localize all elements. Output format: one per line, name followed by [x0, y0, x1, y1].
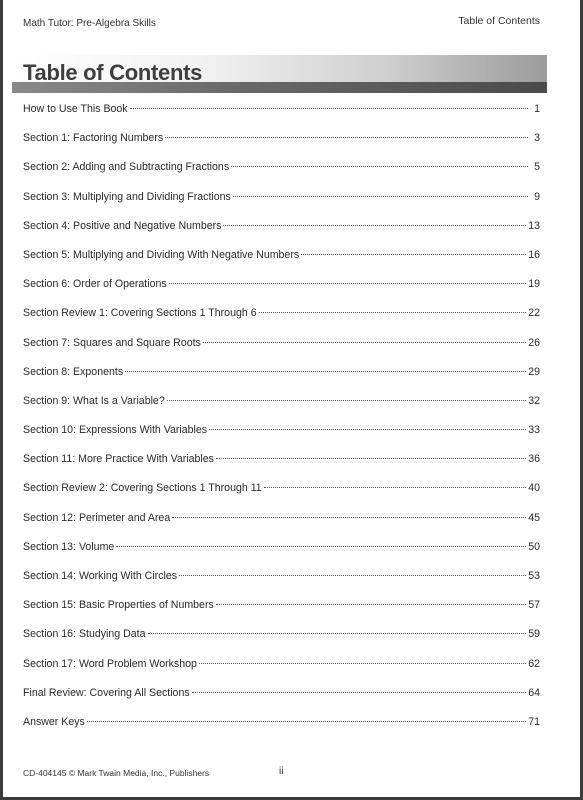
toc-entry-page-number: 57: [528, 599, 540, 612]
toc-entry[interactable]: [23, 241, 540, 270]
dot-leader: [259, 312, 527, 313]
toc-entry[interactable]: [23, 591, 540, 620]
dot-leader: [192, 692, 527, 693]
toc-entry-label: Answer Keys: [23, 715, 85, 728]
toc-entry[interactable]: [23, 212, 540, 241]
dot-leader: [165, 137, 528, 138]
page-edge-left: [0, 0, 3, 800]
dot-leader: [199, 663, 526, 664]
toc-entry[interactable]: [23, 504, 540, 533]
toc-entry-page-number: 16: [528, 248, 540, 261]
toc-entry-page-number: 29: [528, 365, 540, 378]
toc-entry-label: Section 1: Factoring Numbers: [23, 132, 164, 145]
toc-entry-page-number: 53: [528, 570, 540, 582]
toc-entry-label: Section 14: Working With Circles: [23, 570, 178, 582]
dot-leader: [172, 517, 526, 518]
toc-entry[interactable]: [23, 153, 540, 182]
toc-entry[interactable]: [23, 183, 540, 212]
page-title: Table of Contents: [23, 60, 203, 85]
toc-entry-label: Section 10: Expressions With Variables: [23, 424, 208, 437]
toc-entry-label: Section 2: Adding and Subtracting Fractions: [23, 161, 230, 174]
toc-entry-page-number: 71: [528, 715, 540, 728]
toc-entry-label: Section 17: Word Problem Workshop: [23, 657, 197, 670]
toc-entry-label: Section 4: Positive and Negative Numbers: [23, 219, 222, 232]
toc-entry[interactable]: [23, 650, 540, 679]
toc-entry-label: Section 5: Multiplying and Dividing With Negative Numbers: [23, 248, 300, 261]
toc-entry[interactable]: [23, 474, 540, 503]
toc-entry[interactable]: [23, 708, 540, 737]
dot-leader: [231, 166, 528, 167]
toc-entry-label: Section Review 2: Covering Sections 1 Through 11: [23, 482, 262, 495]
dot-leader: [301, 254, 526, 255]
toc-entry[interactable]: [23, 533, 540, 562]
toc-entry[interactable]: [23, 416, 540, 445]
dot-leader: [125, 371, 526, 372]
dot-leader: [148, 633, 527, 634]
toc-entry-page-number: 40: [528, 482, 540, 495]
toc-entry-label: Section 3: Multiplying and Dividing Fractions: [23, 190, 231, 203]
toc-entry[interactable]: [23, 445, 540, 474]
toc-entry-page-number: 19: [528, 278, 540, 291]
table-of-contents: [23, 95, 540, 737]
dot-leader: [264, 487, 527, 488]
toc-entry-page-number: 5: [534, 161, 540, 174]
toc-entry-page-number: 50: [528, 540, 540, 553]
dot-leader: [209, 429, 526, 430]
toc-entry-label: Section 12: Perimeter and Area: [23, 511, 171, 524]
toc-entry[interactable]: [23, 95, 540, 124]
dot-leader: [203, 342, 526, 343]
dot-leader: [167, 400, 526, 401]
toc-entry-label: Section 16: Studying Data: [23, 628, 146, 641]
toc-entry-page-number: 45: [528, 511, 540, 524]
toc-entry-label: Section 13: Volume: [23, 540, 115, 553]
toc-entry[interactable]: [23, 299, 540, 328]
toc-entry-label: Section Review 1: Covering Sections 1 Through 6: [23, 307, 257, 320]
toc-entry-label: Section 15: Basic Properties of Numbers: [23, 599, 214, 612]
toc-entry[interactable]: [23, 562, 540, 591]
toc-entry-page-number: 3: [534, 132, 540, 145]
toc-entry-page-number: 36: [528, 453, 540, 466]
toc-entry[interactable]: [23, 358, 540, 387]
toc-entry[interactable]: [23, 329, 540, 358]
dot-leader: [233, 196, 528, 197]
toc-entry-page-number: 9: [534, 190, 540, 203]
toc-entry[interactable]: [23, 270, 540, 299]
dot-leader: [216, 458, 526, 459]
running-head-right: Table of Contents: [458, 15, 540, 27]
toc-entry[interactable]: [23, 387, 540, 416]
toc-entry-page-number: 13: [528, 219, 540, 232]
footer-page-number: ii: [279, 766, 284, 777]
dot-leader: [87, 721, 526, 722]
toc-entry-page-number: 32: [528, 394, 540, 407]
dot-leader: [216, 604, 526, 605]
dot-leader: [179, 575, 526, 576]
toc-entry-page-number: 1: [534, 103, 540, 115]
toc-entry[interactable]: [23, 620, 540, 649]
toc-entry-label: Final Review: Covering All Sections: [23, 686, 190, 699]
toc-entry-page-number: 22: [528, 307, 540, 320]
toc-entry[interactable]: [23, 124, 540, 153]
toc-entry[interactable]: [23, 679, 540, 708]
toc-entry-page-number: 26: [528, 336, 540, 349]
toc-entry-page-number: 64: [528, 686, 540, 699]
dot-leader: [223, 225, 526, 226]
toc-entry-page-number: 33: [528, 424, 540, 437]
dot-leader: [116, 546, 526, 547]
toc-entry-label: Section 9: What Is a Variable?: [23, 394, 165, 407]
footer-publisher: CD-404145 © Mark Twain Media, Inc., Publishers: [23, 768, 210, 778]
toc-entry-label: Section 6: Order of Operations: [23, 278, 167, 291]
dot-leader: [130, 108, 528, 109]
toc-entry-label: Section 7: Squares and Square Roots: [23, 336, 201, 349]
dot-leader: [169, 283, 527, 284]
toc-entry-label: Section 8: Exponents: [23, 365, 124, 378]
toc-entry-label: Section 11: More Practice With Variables: [23, 453, 214, 466]
toc-entry-page-number: 59: [528, 628, 540, 641]
toc-entry-page-number: 62: [528, 657, 540, 670]
toc-entry-label: How to Use This Book: [23, 103, 128, 115]
running-head-left: Math Tutor: Pre-Algebra Skills: [23, 18, 156, 29]
